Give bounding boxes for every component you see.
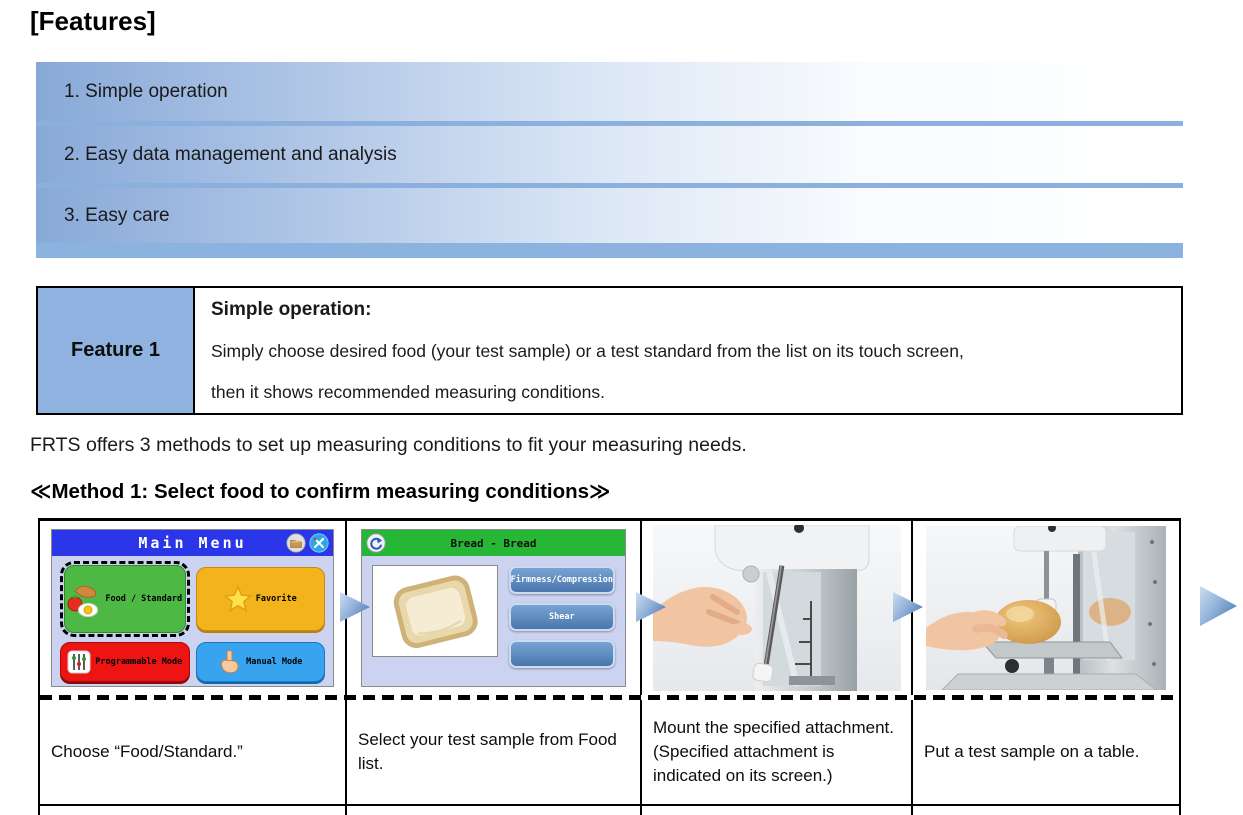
touchscreen-food-detail — [361, 529, 626, 687]
food-detail-content — [362, 556, 625, 677]
feature-text-line: then it shows recommended measuring conditions. — [211, 382, 605, 402]
food-detail-title: Bread - Bread — [450, 536, 537, 550]
tools-icon — [309, 533, 329, 553]
food-detail-titlebar — [362, 530, 625, 556]
table-cell — [347, 806, 642, 815]
measurement-buttons — [509, 565, 615, 668]
list-item-label: 2. Easy data management and analysis — [64, 143, 397, 165]
firmness-compression-button: Firmness/Compression — [509, 566, 615, 594]
button-label: Manual Mode — [246, 657, 303, 667]
feature-label-cell: Feature 1 — [38, 288, 195, 413]
step-caption: Choose “Food/Standard.” — [51, 741, 243, 761]
step-image-cell — [347, 521, 642, 695]
programmable-mode-button — [60, 642, 190, 682]
bread-slice-image — [376, 571, 494, 651]
star-icon — [224, 585, 252, 613]
step-caption-note: (Specified attachment is indicated on its screen.) — [653, 741, 835, 786]
touchscreen-main-menu — [51, 529, 334, 687]
step-image-cell — [642, 521, 913, 695]
manual-mode-button — [196, 642, 326, 682]
mount-attachment-photo — [653, 525, 901, 691]
selection-highlight — [60, 561, 190, 637]
step-caption-cell — [347, 700, 642, 804]
place-sample-photo — [926, 526, 1166, 690]
step-caption-cell — [642, 700, 913, 804]
table-cell — [40, 806, 347, 815]
food-standard-button — [64, 565, 186, 633]
table-row — [40, 806, 1179, 815]
step-caption: Mount the specified attachment. — [653, 717, 894, 737]
feature-table — [36, 286, 1183, 415]
food-icon — [67, 581, 101, 617]
bottom-bar — [36, 243, 1183, 258]
hand-pointer-icon — [218, 649, 242, 675]
button-label: Favorite — [255, 594, 297, 604]
back-arrow-icon — [366, 533, 386, 553]
button-label: Food / Standard — [105, 594, 183, 604]
feature-text-line: Simply choose desired food (your test sample) or a test standard from the list on its touch screen, — [211, 341, 964, 361]
sample-image-panel — [372, 565, 498, 657]
features-list — [36, 62, 1183, 258]
step-caption: Put a test sample on a table. — [924, 741, 1140, 761]
page-title: [Features] — [30, 6, 156, 36]
folder-icon — [286, 533, 306, 553]
step-image-cell — [913, 521, 1179, 695]
intro-text: FRTS offers 3 methods to set up measuring conditions to fit your measuring needs. — [30, 434, 747, 456]
feature-heading: Simple operation: — [211, 299, 372, 320]
table-row — [40, 521, 1179, 695]
step-caption-cell — [913, 700, 1179, 804]
step-image-cell — [40, 521, 347, 695]
main-menu-grid — [52, 556, 333, 687]
list-item — [36, 126, 1183, 183]
button-label: Programmable Mode — [95, 657, 183, 667]
table-cell — [913, 806, 1179, 815]
list-item — [36, 188, 1183, 243]
titlebar-icons — [286, 533, 329, 553]
main-menu-title: Main Menu — [138, 534, 247, 552]
method-heading: ≪Method 1: Select food to confirm measuring conditions≫ — [30, 480, 611, 503]
method-table — [38, 518, 1181, 815]
list-item-label: 1. Simple operation — [64, 80, 228, 102]
step-caption-cell — [40, 700, 347, 804]
main-menu-titlebar — [52, 530, 333, 556]
table-row — [40, 700, 1179, 804]
next-step-arrow-icon — [1200, 586, 1237, 626]
list-item-label: 3. Easy care — [64, 204, 170, 226]
shear-button: Shear — [509, 603, 615, 631]
feature-description-cell — [195, 288, 1181, 413]
list-item — [36, 62, 1183, 121]
step-caption: Select your test sample from Food list. — [358, 729, 617, 773]
table-cell — [642, 806, 913, 815]
blank-button — [509, 640, 615, 668]
sliders-icon — [67, 650, 91, 674]
favorite-button — [196, 567, 326, 631]
